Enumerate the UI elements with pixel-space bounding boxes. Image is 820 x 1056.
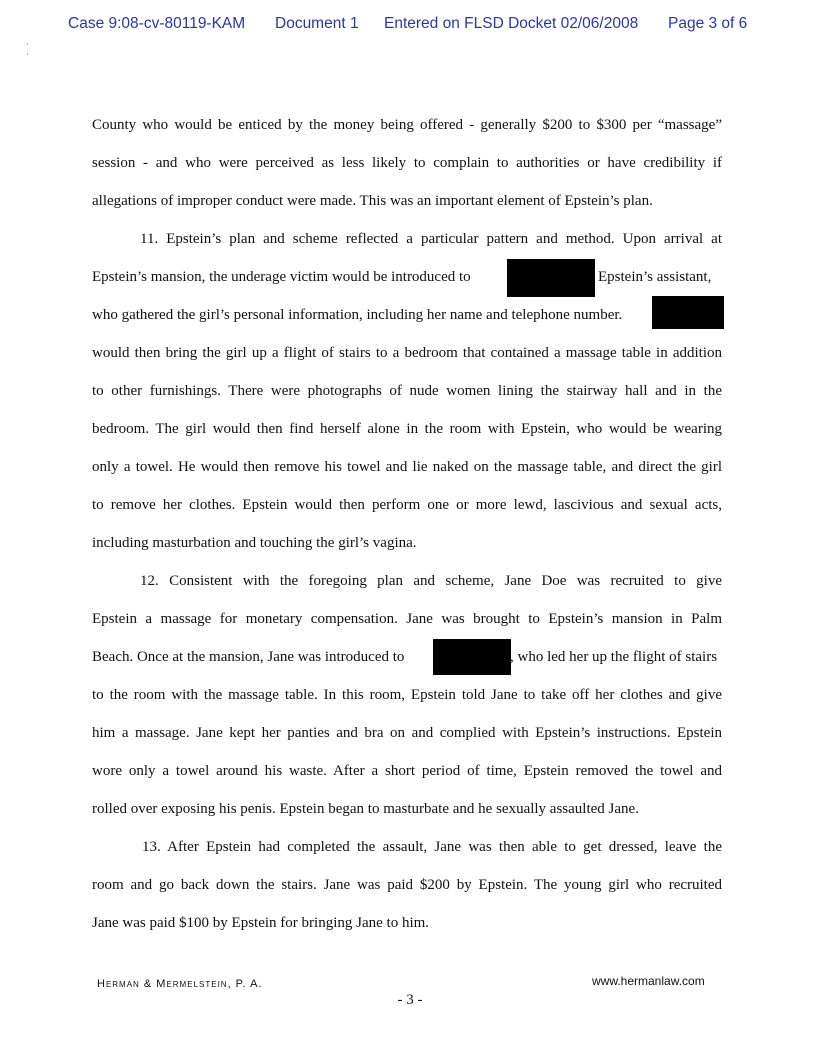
paragraph-13-start: 13. After Epstein had completed the assault, Jane was then able to get dressed, leave the xyxy=(142,839,722,855)
text-line: wore only a towel around his waste. After a short period of time, Epstein removed the towel and xyxy=(92,763,722,779)
text-line: only a towel. He would then remove his towel and lie naked on the massage table, and direct the girl xyxy=(92,459,722,475)
paragraph-12-start: 12. Consistent with the foregoing plan and scheme, Jane Doe was recruited to give xyxy=(140,573,722,589)
redaction-box xyxy=(433,639,511,675)
page-count: Page 3 of 6 xyxy=(668,15,748,32)
text-line: to remove her clothes. Epstein would then perform one or more lewd, lascivious and sexual acts, xyxy=(92,497,722,513)
firm-name: Herman & Mermelstein, P. A. xyxy=(97,978,263,990)
text-line: Epstein’s assistant, xyxy=(598,269,712,285)
text-line: Beach. Once at the mansion, Jane was introduced to xyxy=(92,649,405,665)
text-line: allegations of improper conduct were made. This was an important element of Epstein’s plan. xyxy=(92,193,653,209)
text-line: session - and who were perceived as less likely to complain to authorities or have credibility if xyxy=(92,155,722,171)
scan-specks: · ⋅ xyxy=(26,40,29,60)
text-line: to the room with the massage table. In this room, Epstein told Jane to take off her clothes and give xyxy=(92,687,722,703)
paragraph-11-start: 11. Epstein’s plan and scheme reflected a particular pattern and method. Upon arrival at xyxy=(140,231,722,247)
text-line: County who would be enticed by the money being offered - generally $200 to $300 per “massage” xyxy=(92,117,722,133)
text-line: Epstein’s mansion, the underage victim would be introduced to xyxy=(92,269,471,285)
text-line: Epstein a massage for monetary compensation. Jane was brought to Epstein’s mansion in Palm xyxy=(92,611,722,627)
docket-header xyxy=(60,15,800,39)
text-line: who gathered the girl’s personal information, including her name and telephone number. xyxy=(92,307,623,323)
text-line: including masturbation and touching the girl’s vagina. xyxy=(92,535,417,551)
text-line: , who led her up the flight of stairs xyxy=(510,649,718,665)
text-line: rolled over exposing his penis. Epstein began to masturbate and he sexually assaulted Jane. xyxy=(92,801,639,817)
firm-website: www.hermanlaw.com xyxy=(592,974,705,988)
text-line: Jane was paid $100 by Epstein for bringing Jane to him. xyxy=(92,915,430,931)
case-number: Case 9:08-cv-80119-KAM xyxy=(68,15,246,32)
text-line: to other furnishings. There were photographs of nude women lining the stairway hall and in the xyxy=(92,383,722,399)
page-number: - 3 - xyxy=(397,992,423,1008)
redaction-box xyxy=(507,259,595,297)
text-line: him a massage. Jane kept her panties and bra on and complied with Epstein’s instructions. Epstein xyxy=(92,725,722,741)
redaction-box xyxy=(652,296,724,329)
text-line: room and go back down the stairs. Jane was paid $200 by Epstein. The young girl who recruited xyxy=(92,877,722,893)
text-line: would then bring the girl up a flight of stairs to a bedroom that contained a massage table in addition xyxy=(92,345,722,361)
docket-entry: Entered on FLSD Docket 02/06/2008 xyxy=(384,15,639,32)
text-line: bedroom. The girl would then find herself alone in the room with Epstein, who would be wearing xyxy=(92,421,722,437)
document-number: Document 1 xyxy=(275,15,359,32)
